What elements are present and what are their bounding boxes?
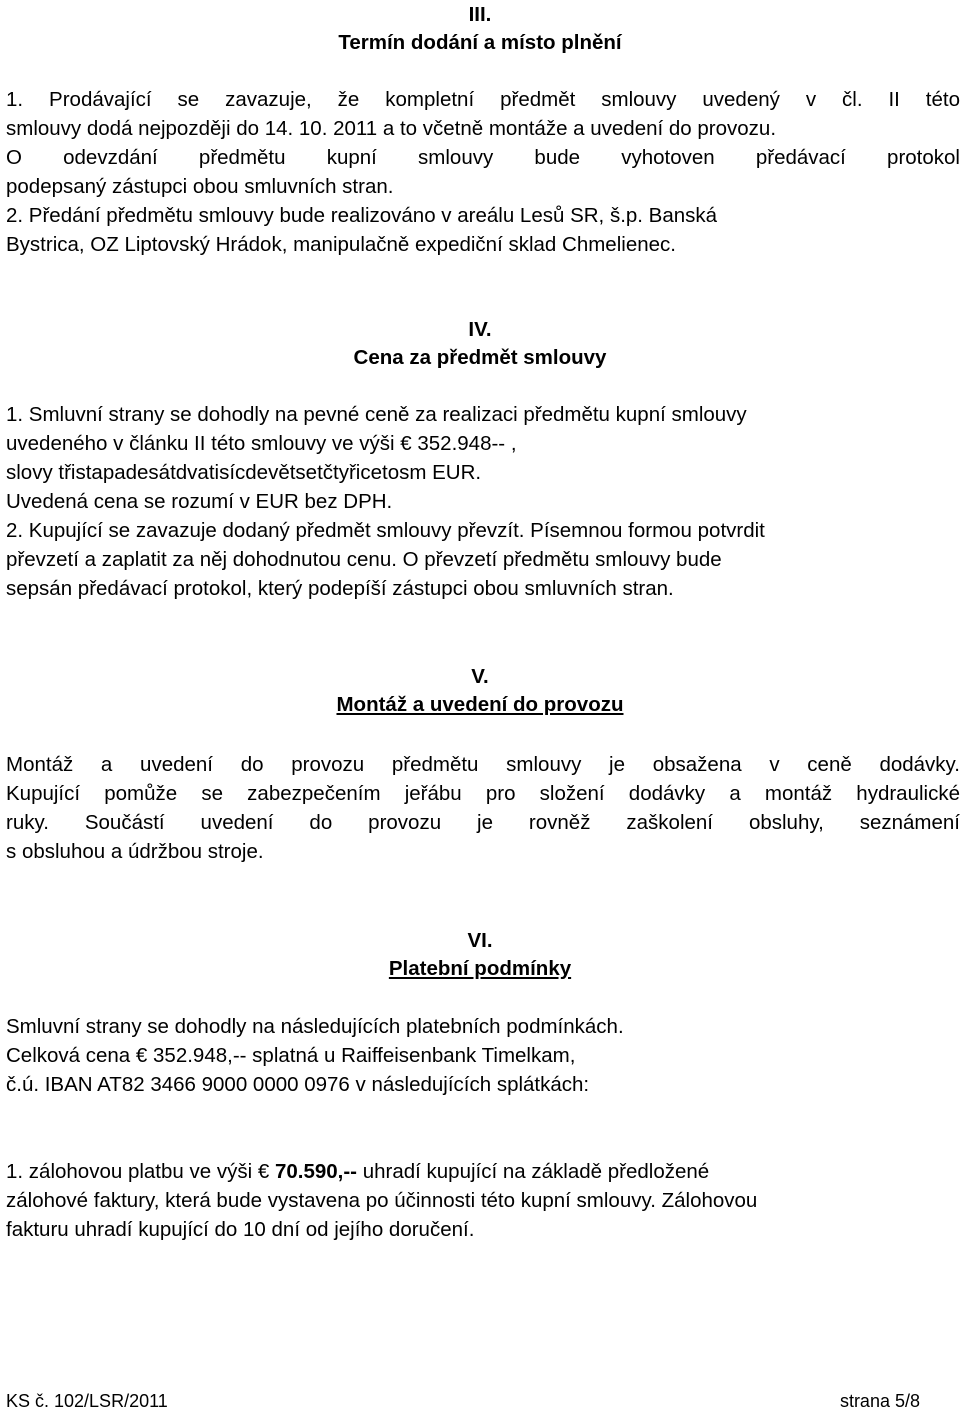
euro-symbol: € — [257, 1160, 270, 1183]
section-5-line-4: s obsluhou a údržbou stroje. — [6, 840, 264, 863]
payment-line-1-text: 1. zálohovou platbu ve výši — [6, 1160, 258, 1183]
section-6-line-3: č.ú. IBAN AT82 3466 9000 0000 0976 v následujících splátkách: — [6, 1073, 590, 1096]
section-6-number: VI. — [467, 929, 493, 952]
section-3-line-2: smlouvy dodá nejpozději do 14. 10. 2011 a to včetně montáže a uvedení do provozu. — [6, 117, 777, 140]
section-4-line-2 — [6, 429, 960, 458]
section-3-title: Termín dodání a místo plnění — [338, 31, 622, 54]
section-3-line-1: 1. Prodávající se zavazuje, že kompletní předmět smlouvy uvedený v čl. II této — [6, 88, 960, 111]
section-4-number: IV. — [468, 318, 492, 341]
section-4-line-2-text: uvedeného v článku II této smlouvy ve výši — [6, 432, 401, 455]
section-6-line-2 — [6, 1041, 960, 1070]
section-4-title: Cena za předmět smlouvy — [353, 346, 607, 369]
section-5-line-1: Montáž a uvedení do provozu předmětu smlouvy je obsažena v ceně dodávky. — [6, 753, 960, 776]
section-5-title: Montáž a uvedení do provozu — [336, 693, 624, 716]
section-3-line-3: O odevzdání předmětu kupní smlouvy bude vyhotoven předávací protokol — [6, 146, 960, 169]
section-4-line-6: převzetí a zaplatit za něj dohodnutou cenu. O převzetí předmětu smlouvy bude — [6, 548, 722, 571]
section-4-line-5: 2. Kupující se zavazuje dodaný předmět smlouvy převzít. Písemnou formou potvrdit — [6, 519, 765, 542]
footer-page-number: strana 5/8 — [839, 1391, 920, 1411]
section-6-total-price: 352.948,-- splatná u Raiffeisenbank Timelkam, — [147, 1044, 576, 1067]
section-5-line-2: Kupující pomůže se zabezpečením jeřábu pro složení dodávky a montáž hydraulické — [6, 782, 960, 805]
section-3-line-6: Bystrica, OZ Liptovský Hrádok, manipulačně expediční sklad Chmelienec. — [6, 233, 676, 256]
section-5-line-3: ruky. Součástí uvedení do provozu je rovněž zaškolení obsluhy, seznámení — [6, 811, 960, 834]
section-6-line-2-text: Celková cena — [6, 1044, 136, 1067]
section-4-line-3: slovy třistapadesátdvatisícdevětsetčtyřicetosm EUR. — [6, 461, 482, 484]
section-6-payment-line-2: zálohové faktury, která bude vystavena po účinnosti této kupní smlouvy. Zálohovou — [6, 1189, 758, 1212]
section-4-line-4: Uvedená cena se rozumí v EUR bez DPH. — [6, 490, 393, 513]
section-6-payment-line-1 — [6, 1157, 960, 1186]
section-4-price: 352.948-- , — [411, 432, 517, 455]
section-3-line-4: podepsaný zástupci obou smluvních stran. — [6, 175, 394, 198]
section-4-line-1: 1. Smluvní strany se dohodly na pevné ceně za realizaci předmětu kupní smlouvy — [6, 403, 747, 426]
section-3-line-5: 2. Předání předmětu smlouvy bude realizováno v areálu Lesů SR, š.p. Banská — [6, 204, 718, 227]
euro-symbol: € — [400, 432, 412, 455]
section-6-payment-line-3: fakturu uhradí kupující do 10 dní od jejího doručení. — [6, 1218, 475, 1241]
section-5-number: V. — [471, 665, 489, 688]
section-6-title: Platební podmínky — [388, 957, 572, 980]
footer-contract-number: KS č. 102/LSR/2011 — [6, 1391, 168, 1411]
advance-payment-amount: 70.590,-- — [269, 1160, 358, 1183]
payment-line-1-rest: uhradí kupující na základě předložené — [357, 1160, 710, 1183]
section-6-line-1: Smluvní strany se dohodly na následujících platebních podmínkách. — [6, 1015, 624, 1038]
section-3-number: III. — [468, 3, 492, 26]
section-4-line-7: sepsán předávací protokol, který podepíší zástupci obou smluvních stran. — [6, 577, 674, 600]
euro-symbol: € — [135, 1044, 148, 1067]
